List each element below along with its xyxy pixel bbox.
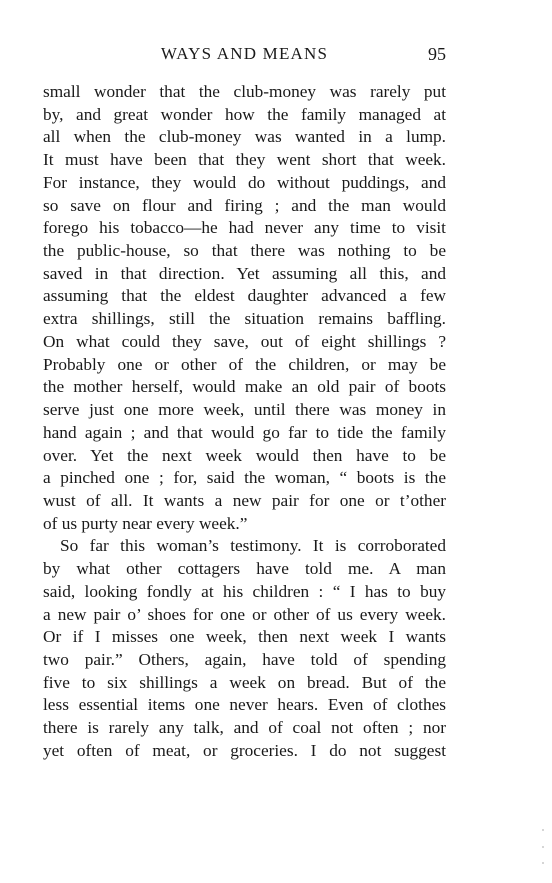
text-line: On what could they save, out of eight shillings ? [43, 331, 446, 351]
text-line: extra shillings, still the situation remains baffling. [43, 309, 446, 329]
text-line: It must have been that they went short that week. [43, 150, 446, 170]
text-line: said, looking fondly at his children : “ I has to buy [43, 581, 446, 601]
text-line: the mother herself, would make an old pair of boots [43, 377, 446, 397]
text-line: two pair.” Others, again, have told of spending [43, 649, 446, 669]
text-line: a pinched one ; for, said the woman, “ boots is the [43, 468, 446, 488]
text-line: assuming that the eldest daughter advanced a few [43, 286, 446, 306]
scan-speck [542, 846, 544, 848]
text-line: serve just one more week, until there was money in [43, 400, 446, 420]
paragraph-start-line: So far this woman’s testimony. It is corroborated [60, 536, 446, 556]
text-line: saved in that direction. Yet assuming all this, and [43, 263, 446, 283]
running-title: WAYS AND MEANS [160, 44, 329, 63]
text-line: Probably one or other of the children, or may be [43, 354, 446, 374]
text-line: For instance, they would do without puddings, and [43, 172, 446, 192]
running-head [43, 44, 446, 68]
text-line: so save on flour and firing ; and the man would [43, 195, 446, 215]
text-line: by, and great wonder how the family managed at [43, 104, 446, 124]
paragraph-end-line: of us purty near every week.” [43, 513, 248, 533]
scan-speck [542, 829, 544, 831]
text-line: a new pair o’ shoes for one or other of us every week. [43, 604, 446, 624]
text-line: the public-house, so that there was nothing to be [43, 241, 446, 261]
text-line: Or if I misses one week, then next week I wants [43, 627, 446, 647]
text-line: all when the club-money was wanted in a lump. [43, 127, 446, 147]
text-line: over. Yet the next week would then have to be [43, 445, 446, 465]
page-number: 95 [428, 44, 446, 64]
scan-speck [542, 862, 544, 864]
text-line: five to six shillings a week on bread. But of the [43, 672, 446, 692]
text-line: less essential items one never hears. Even of clothes [43, 695, 446, 715]
text-line: hand again ; and that would go far to tide the family [43, 422, 446, 442]
text-line: forego his tobacco—he had never any time to visit [43, 218, 446, 238]
text-line: there is rarely any talk, and of coal not often ; nor [43, 718, 446, 738]
text-line: yet often of meat, or groceries. I do not suggest [43, 740, 446, 760]
text-line: wust of all. It wants a new pair for one or t’other [43, 490, 446, 510]
text-line: small wonder that the club-money was rarely put [43, 82, 446, 101]
body-text [43, 81, 446, 763]
text-line: by what other cottagers have told me. A man [43, 559, 446, 579]
